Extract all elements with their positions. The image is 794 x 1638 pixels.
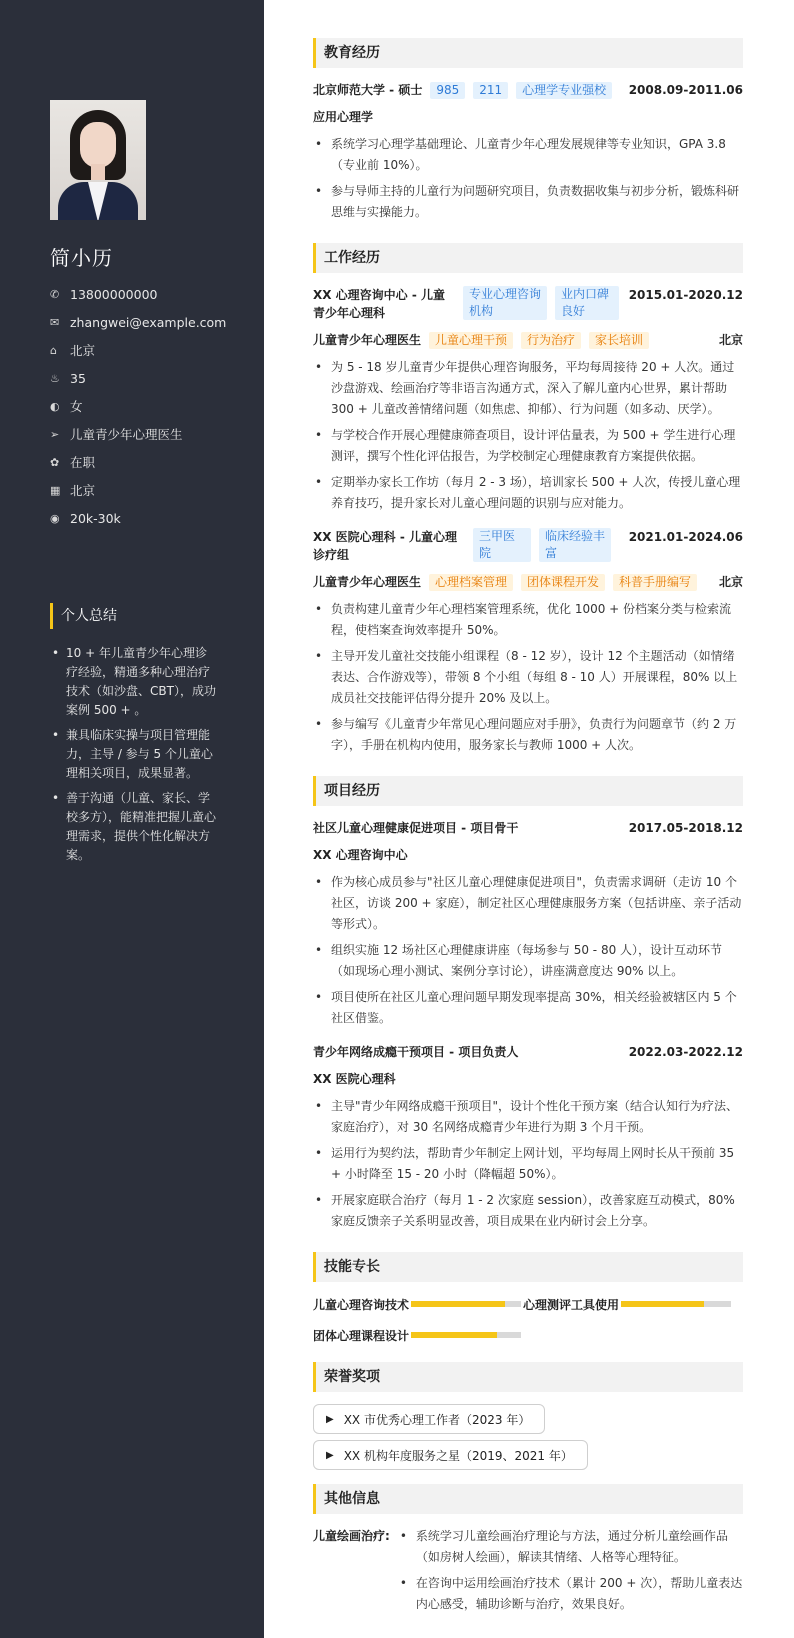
work-role-row bbox=[313, 573, 743, 591]
project-bullet: • 项目使所在社区儿童心理问题早期发现率提高 30%，相关经验被辖区内 5 个社区借鉴。 bbox=[313, 987, 743, 1029]
work-tag: 临床经验丰富 bbox=[539, 528, 611, 562]
skill-bar bbox=[411, 1332, 521, 1338]
caret-right-icon: ▶ bbox=[326, 1413, 334, 1425]
info-phone-text: 13800000000 bbox=[70, 286, 158, 302]
summary-item: • 10 + 年儿童青少年心理诊疗经验，精通多种心理治疗技术（如沙盘、CBT），成功案例 500 + 。 bbox=[66, 644, 216, 720]
education-major: 应用心理学 bbox=[313, 110, 374, 124]
phone-icon: ✆ bbox=[50, 287, 60, 301]
project-bullets bbox=[313, 1096, 743, 1232]
work-role: 儿童青少年心理医生 bbox=[313, 333, 422, 347]
info-gender-text: 女 bbox=[70, 399, 83, 414]
project-bullet: • 主导"青少年网络成瘾干预项目"，设计个性化干预方案（结合认知行为疗法、家庭治疗），对 30 名网络成瘾青少年进行为期 3 个月干预。 bbox=[313, 1096, 743, 1138]
work-date: 2015.01-2020.12 bbox=[628, 288, 743, 302]
skills-section-title: 技能专长 bbox=[313, 1252, 743, 1282]
work-role-row bbox=[313, 331, 743, 349]
mail-icon: ✉ bbox=[50, 315, 60, 329]
gender-icon: ◐ bbox=[50, 399, 60, 413]
send-icon: ➢ bbox=[50, 427, 60, 441]
other-bullet: • 在咨询中运用绘画治疗技术（累计 200 + 次），帮助儿童表达内心感受，辅助诊断与治疗，效果良好。 bbox=[398, 1573, 743, 1615]
project-name: 青少年网络成瘾干预项目 - 项目负责人 bbox=[313, 1045, 519, 1059]
info-status-text: 在职 bbox=[70, 455, 96, 470]
info-position bbox=[50, 420, 226, 448]
info-email bbox=[50, 308, 226, 336]
work-skill-tag: 科普手册编写 bbox=[613, 574, 697, 591]
work-skill-tag: 行为治疗 bbox=[521, 332, 581, 349]
work-head bbox=[313, 286, 743, 322]
skill-name: 心理测评工具使用 bbox=[523, 1297, 620, 1312]
work-city: 北京 bbox=[718, 333, 743, 347]
work-section-title: 工作经历 bbox=[313, 243, 743, 273]
work-tag: 三甲医院 bbox=[473, 528, 531, 562]
education-bullet: • 参与导师主持的儿童行为问题研究项目，负责数据收集与初步分析，锻炼科研思维与实操能力。 bbox=[313, 181, 743, 223]
status-icon: ✿ bbox=[50, 455, 60, 469]
project-head bbox=[313, 1043, 743, 1061]
work-skill-tag: 家长培训 bbox=[589, 332, 649, 349]
work-tag: 业内口碑良好 bbox=[555, 286, 619, 320]
other-row bbox=[313, 1526, 743, 1620]
work-org: XX 心理咨询中心 - 儿童青少年心理科 bbox=[313, 288, 446, 320]
project-bullet: • 运用行为契约法，帮助青少年制定上网计划，平均每周上网时长从干预前 35 + 小时降至 15 - 20 小时（降幅超 50%）。 bbox=[313, 1143, 743, 1185]
skill-bar-fill bbox=[621, 1301, 704, 1307]
caret-right-icon: ▶ bbox=[326, 1449, 334, 1461]
skill-row bbox=[313, 1295, 743, 1313]
summary-list bbox=[66, 644, 216, 871]
education-major-row bbox=[313, 108, 743, 126]
project-org: XX 医院心理科 bbox=[313, 1072, 396, 1086]
project-org-row bbox=[313, 1070, 743, 1088]
summary-item: • 兼具临床实操与项目管理能力，主导 / 参与 5 个儿童心理相关项目，成果显著。 bbox=[66, 726, 216, 783]
education-tag: 985 bbox=[430, 82, 465, 99]
project-bullets bbox=[313, 872, 743, 1029]
work-skill-tag: 团体课程开发 bbox=[521, 574, 605, 591]
project-bullet: • 作为核心成员参与"社区儿童心理健康促进项目"，负责需求调研（走访 10 个社区，访谈 200 + 家庭），制定社区心理健康服务方案（包括讲座、亲子活动等形式）。 bbox=[313, 872, 743, 935]
education-section-title: 教育经历 bbox=[313, 38, 743, 68]
other-label: 儿童绘画治疗: bbox=[313, 1529, 390, 1543]
education-tag: 心理学专业强校 bbox=[516, 82, 612, 99]
other-bullets bbox=[398, 1526, 743, 1620]
skill-name: 儿童心理咨询技术 bbox=[313, 1297, 410, 1312]
awards-section-title: 荣誉奖项 bbox=[313, 1362, 743, 1392]
award-text: XX 市优秀心理工作者（2023 年） bbox=[343, 1412, 531, 1427]
education-head bbox=[313, 81, 743, 99]
education-bullets bbox=[313, 134, 743, 223]
cake-icon: ♨ bbox=[50, 371, 60, 385]
skill-bar-fill bbox=[411, 1301, 505, 1307]
skill-name: 团体心理课程设计 bbox=[313, 1328, 410, 1343]
projects-section-title: 项目经历 bbox=[313, 776, 743, 806]
project-date: 2022.03-2022.12 bbox=[628, 1045, 743, 1059]
award-text: XX 机构年度服务之星（2019、2021 年） bbox=[343, 1448, 573, 1463]
project-head bbox=[313, 819, 743, 837]
work-skill-tag: 心理档案管理 bbox=[429, 574, 513, 591]
project-org: XX 心理咨询中心 bbox=[313, 848, 408, 862]
project-org-row bbox=[313, 846, 743, 864]
education-bullet: • 系统学习心理学基础理论、儿童青少年心理发展规律等专业知识，GPA 3.8（专业前 10%）。 bbox=[313, 134, 743, 176]
contact-info-list bbox=[50, 280, 226, 532]
work-head bbox=[313, 528, 743, 564]
other-section-title: 其他信息 bbox=[313, 1484, 743, 1514]
skill-bar bbox=[621, 1301, 731, 1307]
award-list bbox=[313, 1392, 743, 1470]
work-bullet: • 主导开发儿童社交技能小组课程（8 - 12 岁），设计 12 个主题活动（如情绪表达、合作游戏等），带领 8 个小组（每组 8 - 10 人）开展课程，80% 以上成员社交技能评估得分提升 20% 及以上。 bbox=[313, 646, 743, 709]
work-bullets bbox=[313, 357, 743, 514]
work-bullet: • 定期举办家长工作坊（每月 2 - 3 场），培训家长 500 + 人次，传授儿童心理养育技巧，提升家长对儿童心理问题的识别与应对能力。 bbox=[313, 472, 743, 514]
resume-name: 简小历 bbox=[50, 246, 113, 270]
project-bullet: • 组织实施 12 场社区心理健康讲座（每场参与 50 - 80 人），设计互动环节（如现场心理小测试、案例分享讨论），讲座满意度达 90% 以上。 bbox=[313, 940, 743, 982]
skill-bar bbox=[411, 1301, 521, 1307]
summary-item: • 善于沟通（儿童、家长、学校多方），能精准把握儿童心理需求，提供个性化解决方案。 bbox=[66, 789, 216, 865]
award-item[interactable] bbox=[313, 1404, 545, 1434]
award-item[interactable] bbox=[313, 1440, 588, 1470]
skill-row bbox=[313, 1326, 743, 1344]
info-position-text: 儿童青少年心理医生 bbox=[70, 427, 183, 442]
education-org: 北京师范大学 - 硕士 bbox=[313, 83, 423, 97]
info-phone bbox=[50, 280, 226, 308]
info-salary-text: 20k-30k bbox=[70, 510, 121, 526]
education-date: 2008.09-2011.06 bbox=[628, 83, 743, 97]
info-salary bbox=[50, 504, 226, 532]
work-skill-tag: 儿童心理干预 bbox=[429, 332, 513, 349]
other-bullet: • 系统学习儿童绘画治疗理论与方法，通过分析儿童绘画作品（如房树人绘画），解读其情绪、人格等心理特征。 bbox=[398, 1526, 743, 1568]
main-content bbox=[313, 38, 743, 1620]
work-org: XX 医院心理科 - 儿童心理诊疗组 bbox=[313, 530, 458, 562]
info-location bbox=[50, 336, 226, 364]
home-icon: ⌂ bbox=[50, 343, 57, 357]
work-bullet: • 负责构建儿童青少年心理档案管理系统，优化 1000 + 份档案分类与检索流程，使档案查询效率提升 50%。 bbox=[313, 599, 743, 641]
info-email-text: zhangwei@example.com bbox=[70, 314, 227, 330]
project-name: 社区儿童心理健康促进项目 - 项目骨干 bbox=[313, 821, 519, 835]
summary-title: 个人总结 bbox=[50, 603, 117, 629]
info-age bbox=[50, 364, 226, 392]
work-city: 北京 bbox=[718, 575, 743, 589]
info-status bbox=[50, 448, 226, 476]
education-tag: 211 bbox=[473, 82, 508, 99]
salary-icon: ◉ bbox=[50, 511, 60, 525]
sidebar bbox=[0, 0, 264, 1638]
work-bullet: • 为 5 - 18 岁儿童青少年提供心理咨询服务，平均每周接待 20 + 人次。通过沙盘游戏、绘画治疗等非语言沟通方式，深入了解儿童内心世界，累计帮助 300 + 儿童改善情绪问题（如焦虑、抑郁）、行为问题（如多动、厌学）。 bbox=[313, 357, 743, 420]
info-age-text: 35 bbox=[70, 370, 86, 386]
info-city bbox=[50, 476, 226, 504]
work-bullets bbox=[313, 599, 743, 756]
work-bullet: • 参与编写《儿童青少年常见心理问题应对手册》，负责行为问题章节（约 2 万字），手册在机构内使用，服务家长与教师 1000 + 人次。 bbox=[313, 714, 743, 756]
info-location-text: 北京 bbox=[70, 343, 96, 358]
work-tag: 专业心理咨询机构 bbox=[463, 286, 547, 320]
info-city-text: 北京 bbox=[70, 483, 96, 498]
work-bullet: • 与学校合作开展心理健康筛查项目，设计评估量表，为 500 + 学生进行心理测评，撰写个性化评估报告，为学校制定心理健康教育方案提供依据。 bbox=[313, 425, 743, 467]
work-date: 2021.01-2024.06 bbox=[628, 530, 743, 544]
profile-photo bbox=[50, 100, 146, 220]
skill-bar-fill bbox=[411, 1332, 497, 1338]
building-icon: ▦ bbox=[50, 483, 61, 497]
work-role: 儿童青少年心理医生 bbox=[313, 575, 422, 589]
info-gender bbox=[50, 392, 226, 420]
project-date: 2017.05-2018.12 bbox=[628, 821, 743, 835]
project-bullet: • 开展家庭联合治疗（每月 1 - 2 次家庭 session），改善家庭互动模式，80% 家庭反馈亲子关系明显改善，项目成果在业内研讨会上分享。 bbox=[313, 1190, 743, 1232]
